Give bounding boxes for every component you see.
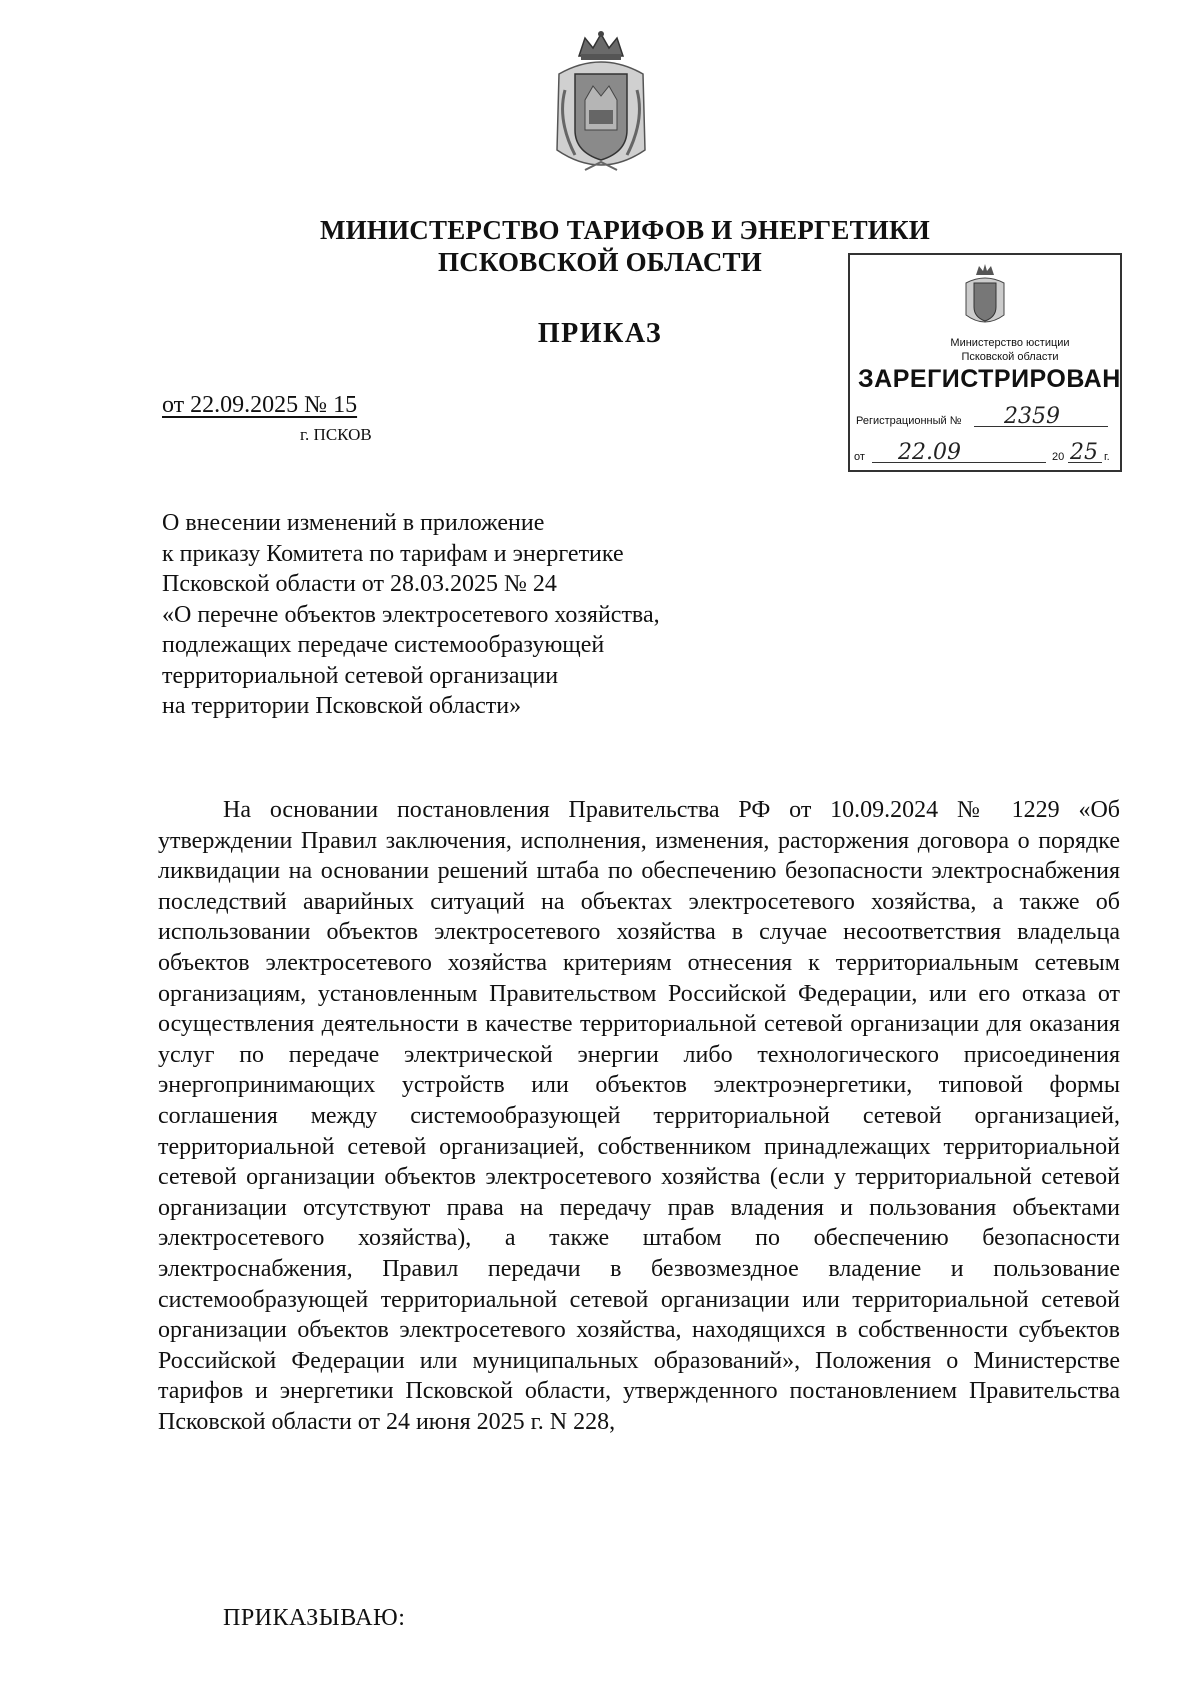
stamp-status: ЗАРЕГИСТРИРОВАН: [858, 365, 1121, 393]
stamp-emblem-icon: [962, 263, 1008, 327]
order-subject: [162, 508, 802, 722]
order-body-paragraph: На основании постановления Правительства РФ от 10.09.2024 № 1229 «Об утверждении Правил заключения, исполнения, изменения, расторжения договора о порядке ликвидации на основании решений штаба по обеспечению безопасности электроснабжения последствий аварийных ситуаций на объектах электросетевого хозяйства, а также об использовании объектов электросетевого хозяйства в случае несоответствия владельца объектов электросетевого хозяйства критериям отнесения к территориальным сетевым организациям, установленным Правительством Российской Федерации, или его отказа от осуществления деятельности в качестве территориальной сетевой организации для оказания услуг по передаче электрической энергии либо технологического присоединения энергопринимающих устройств или объектов электроэнергетики, типовой формы соглашения между системообразующей территориальной сетевой организацией, территориальной сетевой организацией, собственником принадлежащих территориальной сетевой организации объектов электросетевого хозяйства (если у территориальной сетевой организации отсутствуют права на передачу прав владения и пользования объектами электросетевого хозяйства), а также штабом по обеспечению безопасности электроснабжения, Правил передачи в безвозмездное владение и пользование системообразующей территориальной сетевой организации или территориальной сетевой организации объектов электросетевого хозяйства, находящихся в собственности субъектов Российской Федерации или муниципальных образований», Положения о Министерстве тарифов и энергетики Псковской области, утвержденного постановлением Правительства Псковской области от 24 июня 2025 г. N 228,: [158, 797, 1120, 1435]
subject-line: подлежащих передаче системообразующей: [162, 632, 605, 658]
stamp-reg-number: 2359: [1004, 404, 1060, 429]
order-date-number: от 22.09.2025 № 15: [162, 392, 358, 418]
stamp-year-handwritten: 25: [1070, 440, 1098, 465]
coat-of-arms-emblem: [545, 30, 657, 180]
subject-line: на территории Псковской области»: [162, 693, 522, 719]
registration-stamp: [848, 253, 1122, 472]
order-city: г. ПСКОВ: [300, 425, 372, 444]
subject-line: к приказу Комитета по тарифам и энергетике: [162, 540, 624, 567]
subject-line: Псковской области от 28.03.2025 № 24: [162, 571, 557, 597]
stamp-date-row: [854, 441, 1116, 465]
stamp-year-prefix: 20: [1052, 451, 1065, 463]
stamp-date-prefix: от: [854, 451, 865, 463]
ministry-title-line2: ПСКОВСКОЙ ОБЛАСТИ: [438, 247, 762, 277]
subject-line: О внесении изменений в приложение: [162, 510, 545, 536]
stamp-reg-label: Регистрационный №: [856, 415, 962, 427]
subject-line: территориальной сетевой организации: [162, 662, 559, 689]
stamp-date-handwritten: 22.09: [898, 440, 961, 465]
stamp-org-line2: Псковской области: [961, 351, 1059, 363]
stamp-reg-number-row: [856, 405, 1112, 429]
stamp-year-suffix: г.: [1104, 451, 1110, 463]
stamp-org-line1: Министерство юстиции: [950, 337, 1070, 349]
order-directive: ПРИКАЗЫВАЮ:: [223, 1605, 406, 1631]
subject-line: «О перечне объектов электросетевого хозяйства,: [162, 601, 660, 628]
ministry-title-line1: МИНИСТЕРСТВО ТАРИФОВ И ЭНЕРГЕТИКИ: [320, 215, 930, 245]
document-type: ПРИКАЗ: [537, 318, 663, 349]
